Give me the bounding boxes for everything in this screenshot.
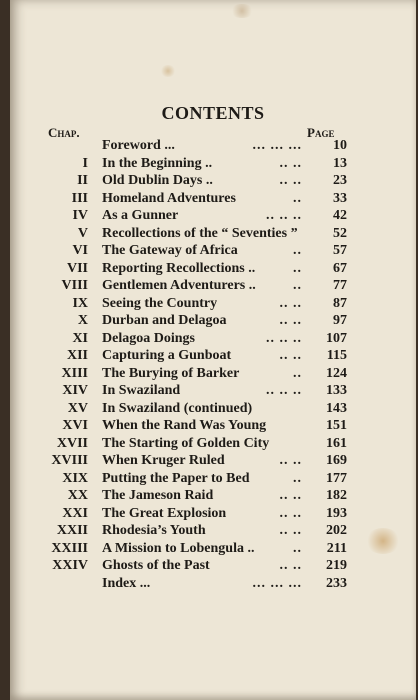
page-number: 97 <box>333 313 347 328</box>
page-number: 233 <box>326 575 347 591</box>
contents-entry <box>10 243 416 261</box>
chapter-title: Rhodesia’s Youth <box>102 523 206 538</box>
page-number: 13 <box>333 155 347 171</box>
chapter-column-label: Chap. <box>48 125 80 140</box>
page-number: 10 <box>333 138 347 153</box>
chapter-title: Recollections of the “ Seventies ” <box>102 225 298 241</box>
chapter-number: XIII <box>61 365 88 381</box>
chapter-title: The Jameson Raid <box>102 488 214 503</box>
contents-entry <box>10 471 416 489</box>
page-number: 219 <box>326 558 347 573</box>
page-number: 42 <box>333 208 347 223</box>
contents-entry <box>10 558 416 576</box>
chapter-title: The Starting of Golden City <box>102 435 270 451</box>
dot-leader: .. <box>293 190 302 206</box>
page-number: 202 <box>326 523 347 538</box>
contents-entry <box>10 576 416 594</box>
chapter-title: Delagoa Doings <box>102 330 195 346</box>
contents-entry <box>10 313 416 331</box>
chapter-number: X <box>77 313 88 328</box>
dot-leader: .. <box>293 470 302 486</box>
page-number: 33 <box>333 190 347 206</box>
chapter-number: II <box>77 173 88 188</box>
page-number: 124 <box>326 365 347 381</box>
chapter-number: XV <box>67 400 88 416</box>
page-number: 151 <box>326 418 347 433</box>
chapter-title: Ghosts of the Past <box>102 558 210 573</box>
chapter-number: XIV <box>62 383 88 398</box>
page-number: 23 <box>333 173 347 188</box>
contents-entry <box>10 173 416 191</box>
contents-entry <box>10 138 416 156</box>
chapter-title: When the Rand Was Young <box>102 418 267 433</box>
chapter-title: In Swaziland <box>102 383 181 398</box>
dot-leader: .. <box>293 365 302 381</box>
chapter-title: Foreword ... <box>102 138 175 153</box>
contents-entry <box>10 523 416 541</box>
contents-entry <box>10 261 416 279</box>
page-number: 67 <box>333 260 347 276</box>
page-number: 211 <box>326 540 347 556</box>
dot-leader: ... ... ... <box>252 138 302 153</box>
contents-entry <box>10 226 416 244</box>
dot-leader: .. .. <box>279 313 302 328</box>
page-number: 87 <box>333 295 347 311</box>
dot-leader: .. .. <box>279 155 302 171</box>
contents-entry <box>10 383 416 401</box>
chapter-number: XXIII <box>51 540 88 556</box>
chapter-number: XXI <box>62 505 88 521</box>
contents-entry <box>10 278 416 296</box>
dot-leader: .. .. .. <box>266 383 302 398</box>
chapter-title: The Burying of Barker <box>102 365 240 381</box>
chapter-number: VII <box>66 260 88 276</box>
page-number: 143 <box>326 400 347 416</box>
book-page <box>10 0 416 700</box>
page-number: 115 <box>326 348 347 363</box>
dot-leader: .. .. <box>279 488 302 503</box>
chapter-number: XX <box>67 488 88 503</box>
chapter-title: Old Dublin Days .. <box>102 173 213 188</box>
chapter-title: Capturing a Gunboat <box>102 348 232 363</box>
page-number: 107 <box>326 330 347 346</box>
chapter-number: V <box>77 225 88 241</box>
page-number: 52 <box>333 225 347 241</box>
contents-heading: CONTENTS <box>161 103 265 123</box>
contents-entry <box>10 348 416 366</box>
page-number: 169 <box>326 453 347 468</box>
page-number: 177 <box>326 470 347 486</box>
dot-leader: .. <box>293 243 302 258</box>
dot-leader: .. .. <box>279 505 302 521</box>
chapter-title: When Kruger Ruled <box>102 453 225 468</box>
chapter-number: IX <box>72 295 88 311</box>
contents-entry <box>10 401 416 419</box>
chapter-number: XI <box>72 330 88 346</box>
page-number: 161 <box>326 435 347 451</box>
chapter-title: Putting the Paper to Bed <box>102 470 250 486</box>
dot-leader: .. .. <box>279 173 302 188</box>
dot-leader: .. .. <box>279 523 302 538</box>
chapter-number: XXII <box>56 523 88 538</box>
chapter-number: III <box>71 190 88 206</box>
chapter-title: Reporting Recollections .. <box>102 260 256 276</box>
chapter-title: The Great Explosion <box>102 505 227 521</box>
dot-leader: .. .. <box>279 348 302 363</box>
chapter-title: Homeland Adventures <box>102 190 236 206</box>
page-number: 193 <box>326 505 347 521</box>
dot-leader: .. .. .. <box>266 208 302 223</box>
page-number: 133 <box>326 383 347 398</box>
page-stain <box>160 65 176 77</box>
dot-leader: .. <box>293 260 302 276</box>
dot-leader: .. .. <box>279 295 302 311</box>
page-number: 182 <box>326 488 347 503</box>
chapter-number: XII <box>66 348 88 363</box>
page-stain <box>230 4 254 18</box>
chapter-title: Seeing the Country <box>102 295 218 311</box>
chapter-title: In Swaziland (continued) <box>102 400 253 416</box>
chapter-title: In the Beginning .. <box>102 155 213 171</box>
contents-entry <box>10 191 416 209</box>
chapter-number: VI <box>72 243 88 258</box>
chapter-title: Durban and Delagoa <box>102 313 227 328</box>
chapter-number: I <box>82 155 88 171</box>
dot-leader: .. .. <box>279 453 302 468</box>
chapter-number: XVII <box>56 435 88 451</box>
contents-entry <box>10 453 416 471</box>
dot-leader: .. <box>293 278 302 293</box>
page-number: 77 <box>333 278 347 293</box>
contents-entry <box>10 296 416 314</box>
dot-leader: .. .. <box>279 558 302 573</box>
contents-entry <box>10 506 416 524</box>
page-number: 57 <box>333 243 347 258</box>
chapter-number: VIII <box>61 278 88 293</box>
contents-list <box>10 138 416 593</box>
contents-entry <box>10 156 416 174</box>
chapter-number: IV <box>72 208 88 223</box>
page-column-label: Page <box>307 125 335 140</box>
dot-leader: ... ... ... <box>252 575 302 591</box>
contents-entry <box>10 488 416 506</box>
contents-entry <box>10 418 416 436</box>
contents-entry <box>10 208 416 226</box>
chapter-title: The Gateway of Africa <box>102 243 238 258</box>
chapter-title: A Mission to Lobengula .. <box>102 540 255 556</box>
chapter-number: XVIII <box>51 453 88 468</box>
chapter-title: Index ... <box>102 575 151 591</box>
chapter-number: XVI <box>62 418 88 433</box>
contents-entry <box>10 366 416 384</box>
chapter-title: As a Gunner <box>102 208 179 223</box>
contents-entry <box>10 541 416 559</box>
chapter-title: Gentlemen Adventurers .. <box>102 278 256 293</box>
dot-leader: .. <box>293 540 302 556</box>
contents-entry <box>10 331 416 349</box>
chapter-number: XXIV <box>52 558 88 573</box>
chapter-number: XIX <box>62 470 88 486</box>
contents-entry <box>10 436 416 454</box>
dot-leader: .. .. .. <box>266 330 302 346</box>
